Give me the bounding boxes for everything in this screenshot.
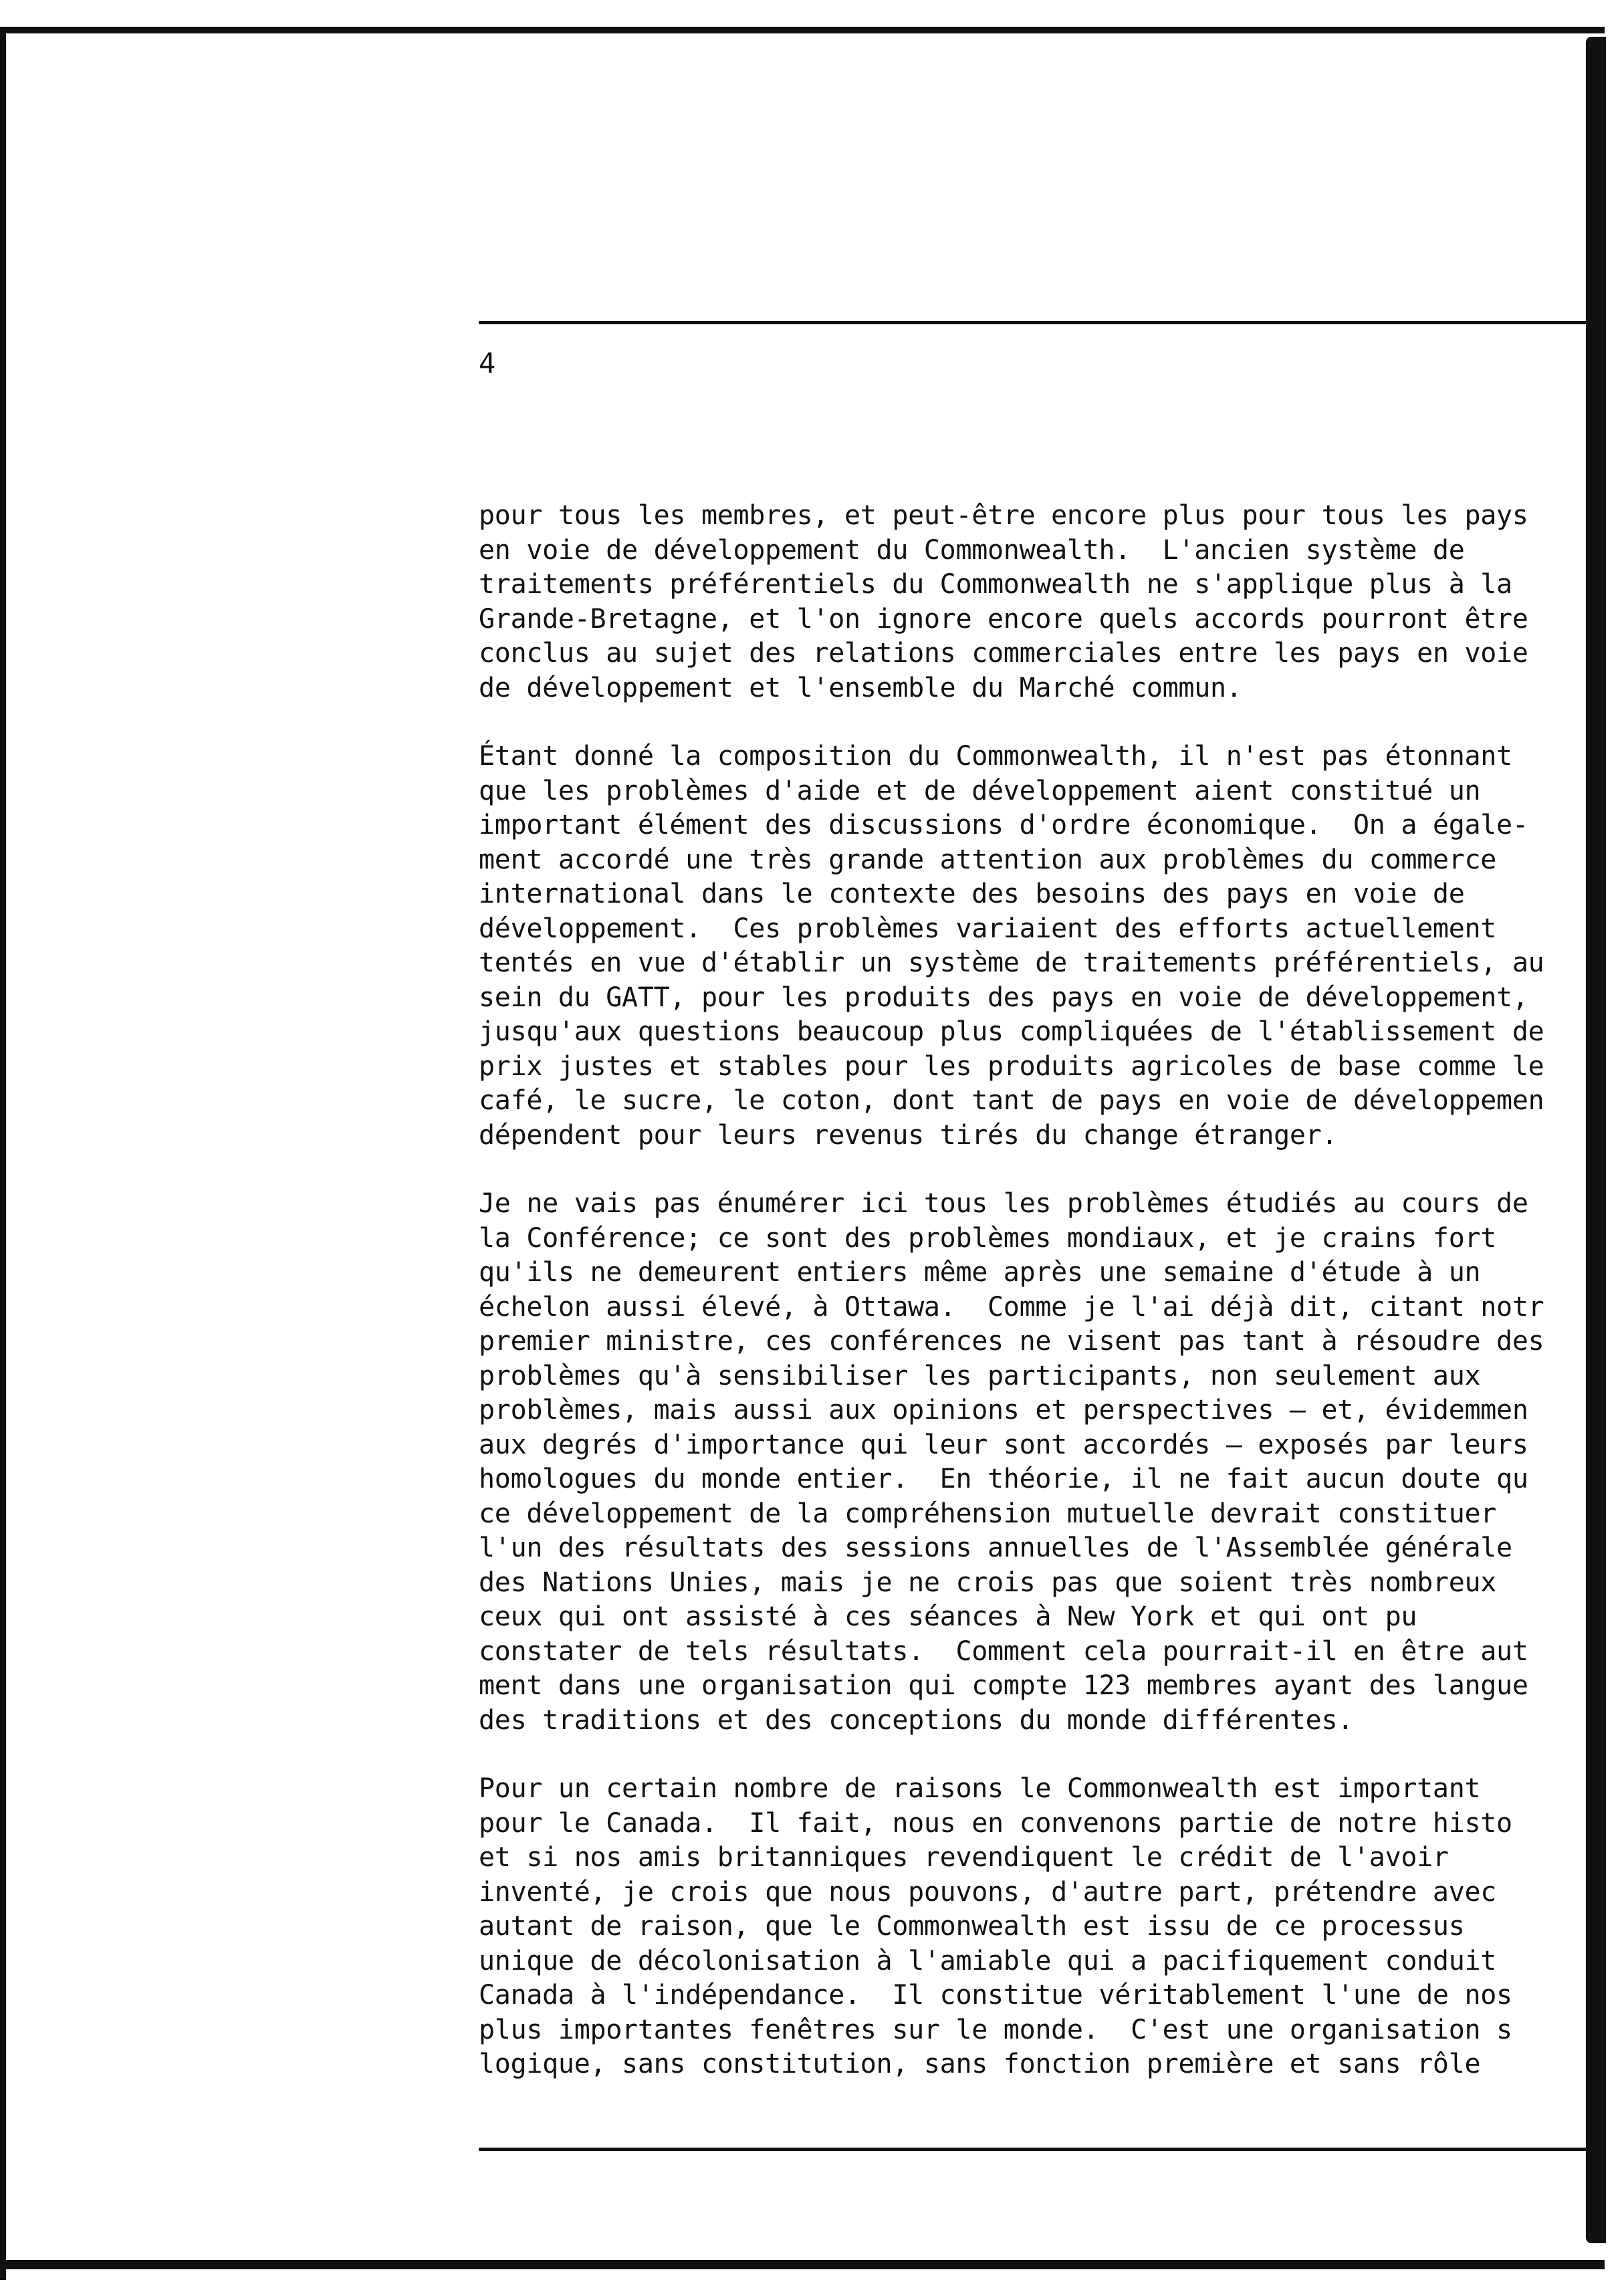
text-line: en voie de développement du Commonwealth. L'ancien système de: [479, 534, 1465, 566]
page-frame-left: [0, 27, 6, 2280]
text-line: qu'ils ne demeurent entiers même après une semaine d'étude à un: [479, 1257, 1481, 1288]
page-frame-right: [1586, 37, 1606, 2243]
text-line: dépendent pour leurs revenus tirés du change étranger.: [479, 1119, 1338, 1151]
text-line: pour tous les membres, et peut-être encore plus pour tous les pays: [479, 500, 1528, 531]
text-line: premier ministre, ces conférences ne visent pas tant à résoudre des: [479, 1326, 1544, 1357]
paragraph-4: [479, 1772, 1582, 2082]
text-line: Canada à l'indépendance. Il constitue véritablement l'une de nos: [479, 1980, 1512, 2011]
text-line: pour le Canada. Il fait, nous en convenons partie de notre histo: [479, 1807, 1512, 1839]
text-line: constater de tels résultats. Comment cela pourrait-il en être aut: [479, 1635, 1528, 1667]
text-line: logique, sans constitution, sans fonction première et sans rôle: [479, 2049, 1481, 2079]
text-line: Je ne vais pas énumérer ici tous les problèmes étudiés au cours de: [479, 1188, 1528, 1219]
text-line: ceux qui ont assisté à ces séances à New York et qui ont pu: [479, 1601, 1417, 1632]
text-line: homologues du monde entier. En théorie, il ne fait aucun doute qu: [479, 1464, 1528, 1494]
text-line: des Nations Unies, mais je ne crois pas que soient très nombreux: [479, 1567, 1497, 1598]
text-line: échelon aussi élevé, à Ottawa. Comme je l'ai déjà dit, citant notr: [479, 1291, 1544, 1323]
text-line: ment accordé une très grande attention aux problèmes du commerce: [479, 844, 1497, 875]
text-line: inventé, je crois que nous pouvons, d'autre part, prétendre avec: [479, 1876, 1497, 1908]
text-line: aux degrés d'importance qui leur sont accordés — exposés par leurs: [479, 1429, 1528, 1460]
header-rule: [479, 321, 1589, 324]
footer-rule: [479, 2148, 1589, 2151]
text-line: plus importantes fenêtres sur le monde. C'est une organisation s: [479, 2014, 1512, 2045]
text-line: problèmes qu'à sensibiliser les participants, non seulement aux: [479, 1360, 1481, 1391]
text-line: autant de raison, que le Commonwealth est issu de ce processus: [479, 1911, 1465, 1942]
text-line: jusqu'aux questions beaucoup plus compliquées de l'établissement de: [479, 1016, 1544, 1047]
text-line: prix justes et stables pour les produits agricoles de base comme le: [479, 1050, 1544, 1082]
text-line: l'un des résultats des sessions annuelles de l'Assemblée générale: [479, 1532, 1512, 1563]
paragraph-1: [479, 499, 1582, 705]
paragraph-3: [479, 1187, 1582, 1738]
text-line: conclus au sujet des relations commerciales entre les pays en voie: [479, 638, 1528, 669]
text-line: Grande-Bretagne, et l'on ignore encore quels accords pourront être: [479, 603, 1528, 635]
page-frame-top: [0, 27, 1605, 33]
text-line: de développement et l'ensemble du Marché commun.: [479, 672, 1242, 703]
text-line: traitements préférentiels du Commonwealth ne s'applique plus à la: [479, 569, 1512, 600]
text-line: que les problèmes d'aide et de développement aient constitué un: [479, 775, 1481, 806]
text-line: unique de décolonisation à l'amiable qui a pacifiquement conduit: [479, 1945, 1497, 1976]
text-line: international dans le contexte des besoins des pays en voie de: [479, 879, 1465, 909]
text-line: des traditions et des conceptions du monde différentes.: [479, 1704, 1354, 1736]
page-frame-bottom: [0, 2260, 1605, 2269]
text-line: Pour un certain nombre de raisons le Commonwealth est important: [479, 1773, 1481, 1804]
paragraph-2: [479, 739, 1582, 1153]
text-line: Étant donné la composition du Commonwealth, il n'est pas étonnant: [479, 741, 1512, 772]
text-line: tentés en vue d'établir un système de traitements préférentiels, au: [479, 947, 1544, 978]
text-line: important élément des discussions d'ordre économique. On a égale-: [479, 810, 1528, 840]
text-line: et si nos amis britanniques revendiquent le crédit de l'avoir: [479, 1842, 1449, 1873]
text-line: ment dans une organisation qui compte 123 membres ayant des langue: [479, 1670, 1528, 1701]
page-number: 4: [479, 347, 496, 380]
body-text: [479, 499, 1582, 2116]
text-line: développement. Ces problèmes variaient des efforts actuellement: [479, 913, 1497, 944]
text-line: ce développement de la compréhension mutuelle devrait constituer: [479, 1498, 1497, 1529]
text-line: la Conférence; ce sont des problèmes mondiaux, et je crains fort: [479, 1222, 1497, 1254]
text-line: sein du GATT, pour les produits des pays en voie de développement,: [479, 982, 1528, 1013]
text-line: café, le sucre, le coton, dont tant de pays en voie de développemen: [479, 1085, 1544, 1116]
text-line: problèmes, mais aussi aux opinions et perspectives — et, évidemmen: [479, 1395, 1528, 1425]
